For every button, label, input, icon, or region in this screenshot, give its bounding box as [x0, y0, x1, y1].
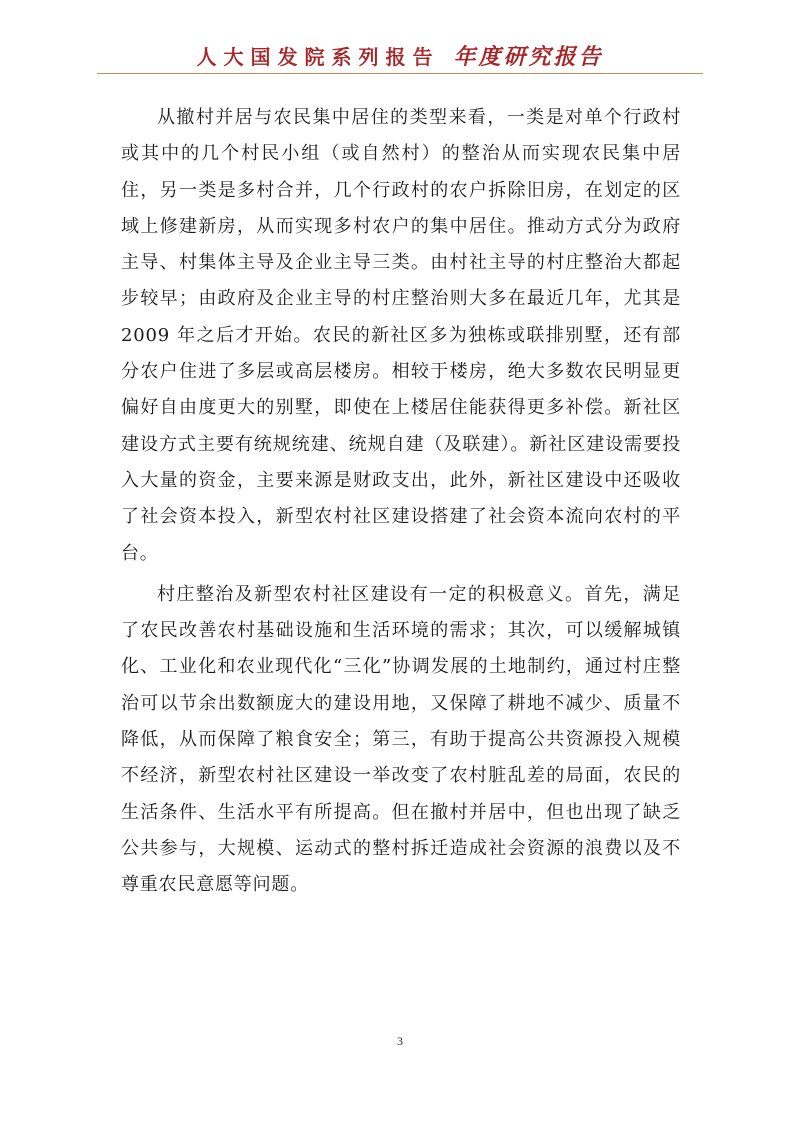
page-number: 3: [397, 1034, 403, 1048]
header-divider: [97, 73, 703, 74]
paragraph: 从撤村并居与农民集中居住的类型来看，一类是对单个行政村或其中的几个村民小组（或自然村）的整治从而实现农民集中居住，另一类是多村合并，几个行政村的农户拆除旧房，在划定的区域上修建新房，从而实现多村农户的集中居住。推动方式分为政府主导、村集体主导及企业主导三类。由村社主导的村庄整治大都起步较早；由政府及企业主导的村庄整治则大多在最近几年，尤其是 2009 年之后才开始。农民的新社区多为独栋或联排别墅，还有部分农户住进了多层或高层楼房。相较于楼房，绝大多数农民明显更偏好自由度更大的别墅，即使在上楼居住能获得更多补偿。新社区建设方式主要有统规统建、统规自建（及联建）。新社区建设需要投入大量的资金，主要来源是财政支出，此外，新社区建设中还吸收了社会资本投入，新型农村社区建设搭建了社会资本流向农村的平台。: [121, 107, 681, 564]
paragraph: 村庄整治及新型农村社区建设有一定的积极意义。首先，满足了农民改善农村基础设施和生活环境的需求；其次，可以缓解城镇化、工业化和农业现代化“三化”协调发展的土地制约，通过村庄整治可以节余出数额庞大的建设用地，又保障了耕地不减少、质量不降低，从而保障了粮食安全；第三，有助于提高公共资源投入规模不经济，新型农村社区建设一举改变了农村脏乱差的局面，农民的生活条件、生活水平有所提高。但在撤村并居中，但也出现了缺乏公共参与，大规模、运动式的整村拆迁造成社会资源的浪费以及不尊重农民意愿等问题。: [121, 583, 681, 896]
body-text: [121, 100, 681, 909]
running-header: [97, 40, 703, 74]
report-series-title: 人大国发院系列报告: [196, 45, 440, 69]
annual-report-title: 年度研究报告: [453, 44, 604, 70]
